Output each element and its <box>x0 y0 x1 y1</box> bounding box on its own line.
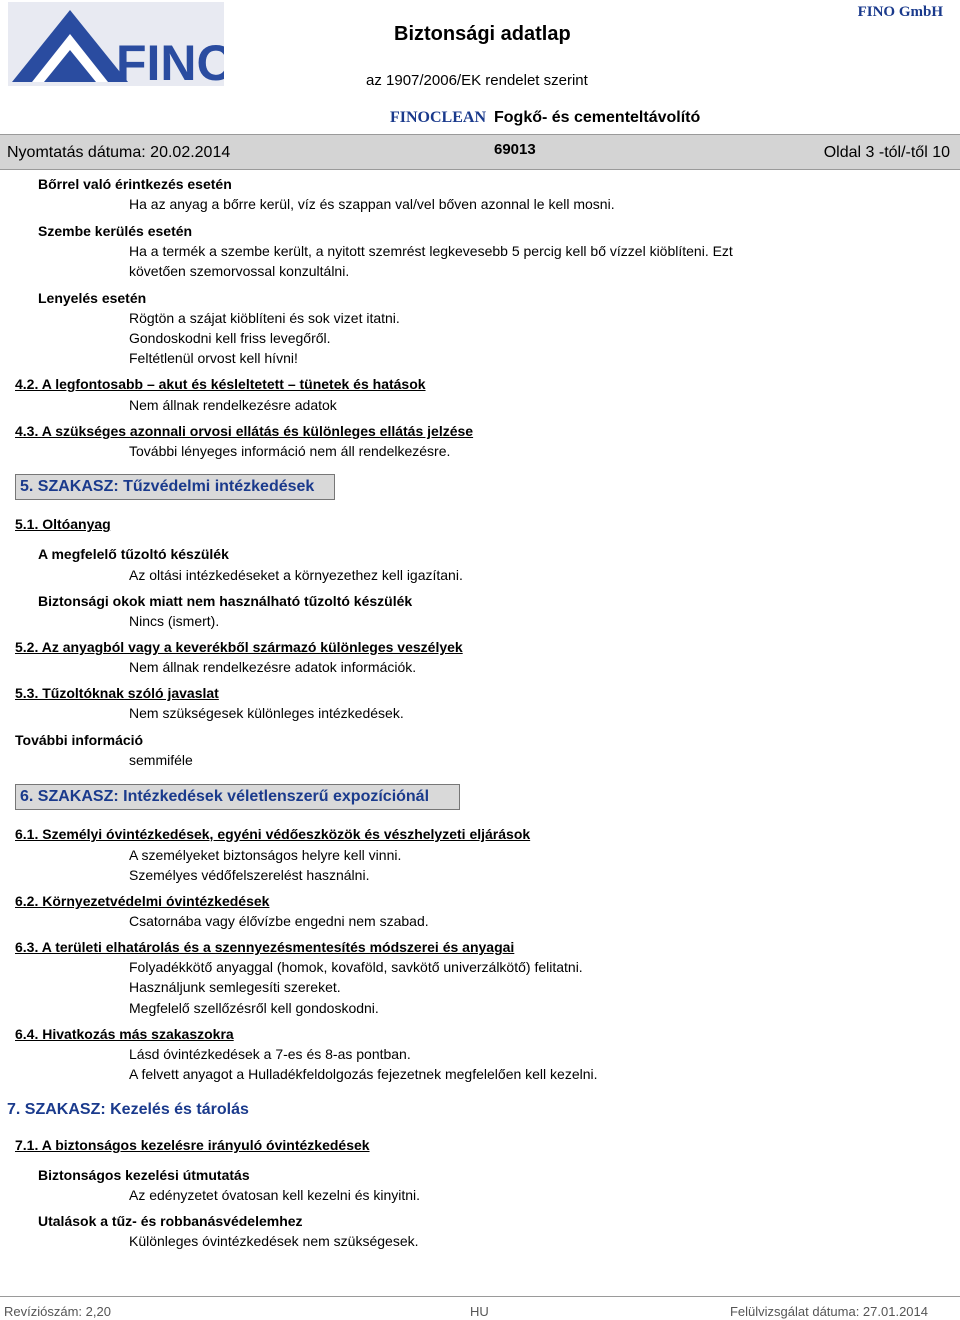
fire-protection-text: Különleges óvintézkedések nem szükségesek. <box>129 1233 419 1249</box>
document-subtitle: az 1907/2006/EK rendelet szerint <box>366 72 588 89</box>
suitable-extinguisher-heading: A megfelelő tűzoltó készülék <box>38 546 229 562</box>
product-name: Fogkő- és cementeltávolító <box>494 109 701 126</box>
page-number: Oldal 3 -tól/-től 10 <box>823 144 950 161</box>
brand-name: FINOCLEAN <box>390 109 487 126</box>
section-6-3-heading: 6.3. A területi elhatárolás és a szennyezésmentesítés módszerei és anyagai <box>15 939 515 955</box>
footer-divider <box>0 1296 960 1297</box>
safe-handling-text: Az edényzetet óvatosan kell kezelni és kinyitni. <box>129 1187 421 1203</box>
product-number: 69013 <box>494 141 536 158</box>
section-6-3-text-1: Folyadékkötő anyaggal (homok, kovaföld, savkötő univerzálkötő) felitatni. <box>129 959 583 975</box>
section-5-3-heading: 5.3. Tűzoltóknak szóló javaslat <box>15 685 219 701</box>
skin-contact-text: Ha az anyag a bőrre kerül, víz és szappan val/vel bőven azonnal le kell mosni. <box>129 196 615 212</box>
section-6-4-text-2: A felvett anyagot a Hulladékfeldolgozás fejezetnek megfelelően kell kezelni. <box>129 1066 598 1082</box>
section-4-3-text: További lényeges információ nem áll rendelkezésre. <box>129 443 451 459</box>
svg-text:FINO: FINO <box>116 35 224 86</box>
section-6-2-text: Csatornába vagy élővízbe engedni nem szabad. <box>129 913 429 929</box>
section-5-3-text: Nem szükségesek különleges intézkedések. <box>129 705 404 721</box>
section-6-1-heading: 6.1. Személyi óvintézkedések, egyéni védőeszközök és vészhelyzeti eljárások <box>15 826 531 842</box>
eye-contact-text-1: Ha a termék a szembe került, a nyitott szemrést legkevesebb 5 percig kell bő vízzel kiöblíteni. Ezt <box>129 243 733 259</box>
section-6-3-text-2: Használjunk semlegesíti szereket. <box>129 979 341 995</box>
safe-handling-heading: Biztonságos kezelési útmutatás <box>38 1167 250 1183</box>
revision-number: Revíziószám: 2,20 <box>4 1304 111 1319</box>
section-6-2-heading: 6.2. Környezetvédelmi óvintézkedések <box>15 893 270 909</box>
ingestion-text-1: Rögtön a szájat kiöblíteni és sok vizet itatni. <box>129 310 400 326</box>
print-date: Nyomtatás dátuma: 20.02.2014 <box>7 144 231 161</box>
ingestion-text-2: Gondoskodni kell friss levegőről. <box>129 330 331 346</box>
section-7-title: 7. SZAKASZ: Kezelés és tárolás <box>7 1101 249 1118</box>
section-4-3-heading: 4.3. A szükséges azonnali orvosi ellátás és különleges ellátás jelzése <box>15 423 474 439</box>
section-4-2-text: Nem állnak rendelkezésre adatok <box>129 397 337 413</box>
section-6-3-text-3: Megfelelő szellőzésről kell gondoskodni. <box>129 1000 379 1016</box>
company-name: FINO GmbH <box>857 4 943 20</box>
section-5-1-heading: 5.1. Oltóanyag <box>15 516 111 532</box>
section-6-1-text-1: A személyeket biztonságos helyre kell vinni. <box>129 847 402 863</box>
skin-contact-heading: Bőrrel való érintkezés esetén <box>38 176 232 192</box>
document-title: Biztonsági adatlap <box>394 23 571 45</box>
section-6-banner <box>15 784 460 810</box>
ingestion-text-3: Feltétlenül orvost kell hívni! <box>129 350 298 366</box>
section-6-4-text-1: Lásd óvintézkedések a 7-es és 8-as pontban. <box>129 1046 411 1062</box>
language-code: HU <box>470 1304 489 1319</box>
section-5-banner <box>15 474 335 500</box>
eye-contact-text-2: követően szemorvossal konzultálni. <box>129 263 350 279</box>
unsuitable-extinguisher-text: Nincs (ismert). <box>129 613 220 629</box>
section-6-title: 6. SZAKASZ: Intézkedések véletlenszerű expozíciónál <box>20 788 430 805</box>
section-6-1-text-2: Személyes védőfelszerelést használni. <box>129 867 370 883</box>
section-6-4-heading: 6.4. Hivatkozás más szakaszokra <box>15 1026 234 1042</box>
section-4-2-heading: 4.2. A legfontosabb – akut és késleltetett – tünetek és hatások <box>15 376 426 392</box>
section-7-1-heading: 7.1. A biztonságos kezelésre irányuló óvintézkedések <box>15 1137 370 1153</box>
ingestion-heading: Lenyelés esetén <box>38 290 147 306</box>
section-5-2-text: Nem állnak rendelkezésre adatok információk. <box>129 659 417 675</box>
unsuitable-extinguisher-heading: Biztonsági okok miatt nem használható tűzoltó készülék <box>38 593 413 609</box>
section-5-title: 5. SZAKASZ: Tűzvédelmi intézkedések <box>20 478 315 495</box>
fire-protection-heading: Utalások a tűz- és robbanásvédelemhez <box>38 1213 303 1229</box>
further-info-heading: További információ <box>15 732 144 748</box>
company-logo <box>8 2 224 86</box>
suitable-extinguisher-text: Az oltási intézkedéseket a környezethez kell igazítani. <box>129 567 463 583</box>
further-info-text: semmiféle <box>129 752 193 768</box>
eye-contact-heading: Szembe kerülés esetén <box>38 223 193 239</box>
review-date: Felülvizsgálat dátuma: 27.01.2014 <box>729 1304 928 1319</box>
section-5-2-heading: 5.2. Az anyagból vagy a keverékből származó különleges veszélyek <box>15 639 463 655</box>
